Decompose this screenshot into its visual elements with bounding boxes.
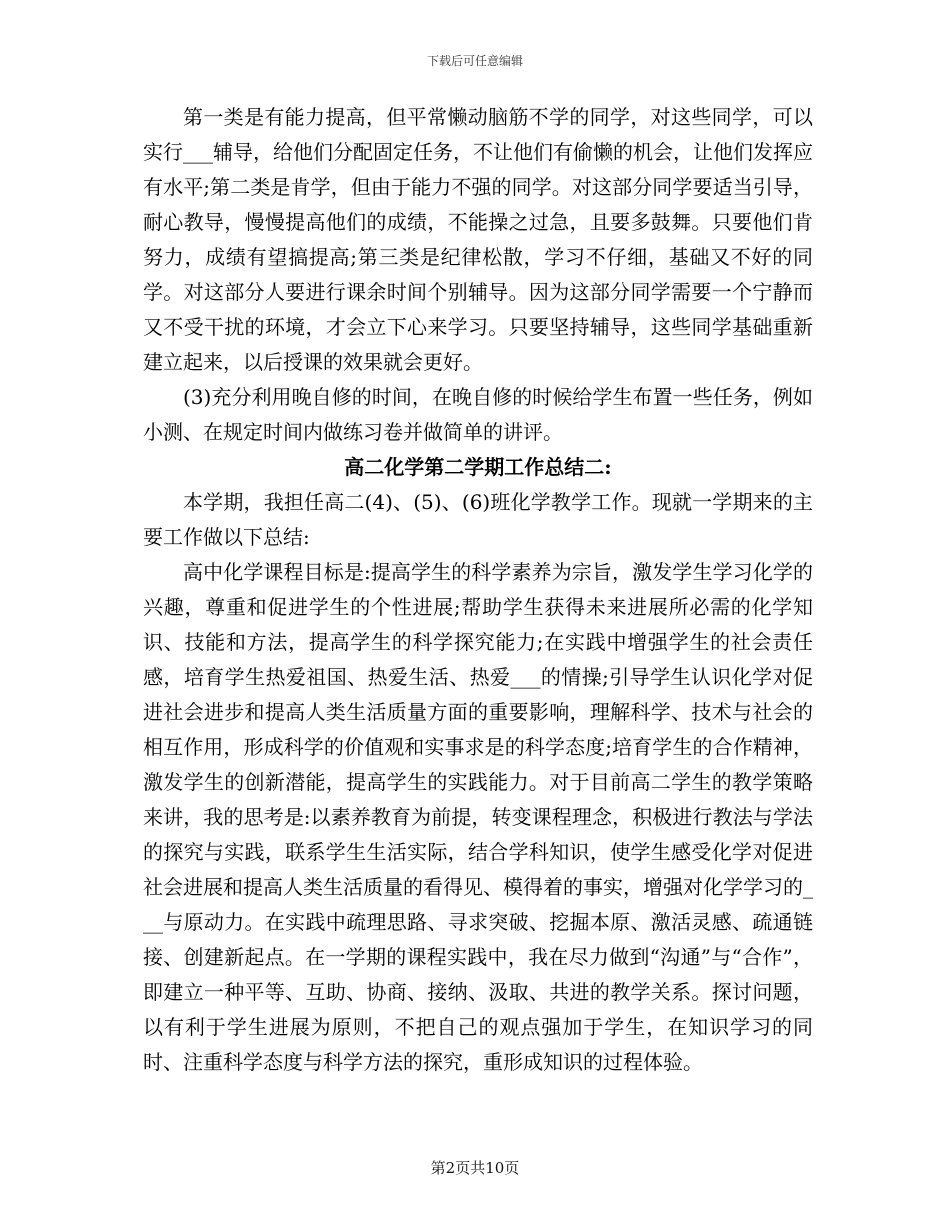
paragraph-student-categories: 第一类是有能力提高，但平常懒动脑筋不学的同学，对这些同学，可以实行___辅导，给他们分配固定任务，不让他们有偷懒的机会，让他们发挥应有水平;第二类是肯学，但由于能力不强的同学。对这部分同学要适当引导，耐心教导，慢慢提高他们的成绩，不能操之过急，且要多鼓舞。只要他们肯努力，成绩有望搞提高;第三类是纪律松散，学习不仔细，基础又不好的同学。对这部分人要进行课余时间个别辅导。因为这部分同学需要一个宁静而又不受干扰的环境，才会立下心来学习。只要坚持辅导，这些同学基础重新建立起来，以后授课的效果就会更好。 bbox=[143, 105, 813, 374]
document-body bbox=[143, 100, 813, 1080]
paragraph-evening-study: (3)充分利用晚自修的时间，在晚自修的时候给学生布置一些任务，例如小测、在规定时间内做练习卷并做简单的讲评。 bbox=[143, 385, 813, 444]
paragraph-intro: 本学期，我担任高二(4)、(5)、(6)班化学教学工作。现就一学期来的主要工作做以下总结: bbox=[143, 490, 813, 549]
paragraph-course-goals: 高中化学课程目标是:提高学生的科学素养为宗旨，激发学生学习化学的兴趣，尊重和促进学生的个性进展;帮助学生获得未来进展所必需的化学知识、技能和方法，提高学生的科学探究能力;在实践中增强学生的社会责任感，培育学生热爱祖国、热爱生活、热爱___的情操;引导学生认识化学对促进社会进步和提高人类生活质量方面的重要影响，理解科学、技术与社会的相互作用，形成科学的价值观和实事求是的科学态度;培育学生的合作精神，激发学生的创新潜能，提高学生的实践能力。对于目前高二学生的教学策略来讲，我的思考是:以素养教育为前提，转变课程理念，积极进行教法与学法的探究与实践，联系学生生活实际，结合学科知识，使学生感受化学对促进社会进展和提高人类生活质量的看得见、模得着的事实，增强对化学学习的___与原动力。在实践中疏理思路、寻求突破、挖掘本原、激活灵感、疏通链接、创建新起点。在一学期的课程实践中，我在尽力做到“沟通”与“合作”，即建立一种平等、互助、协商、接纳、汲取、共进的教学关系。探讨问题，以有利于学生进展为原则，不把自己的观点强加于学生，在知识学习的同时、注重科学态度与科学方法的探究，重形成知识的过程体验。 bbox=[143, 560, 813, 1074]
page-number: 第2页共10页 bbox=[430, 1159, 520, 1177]
header-note: 下载后可任意编辑 bbox=[426, 54, 523, 68]
section-heading: 高二化学第二学期工作总结二: bbox=[344, 455, 612, 479]
